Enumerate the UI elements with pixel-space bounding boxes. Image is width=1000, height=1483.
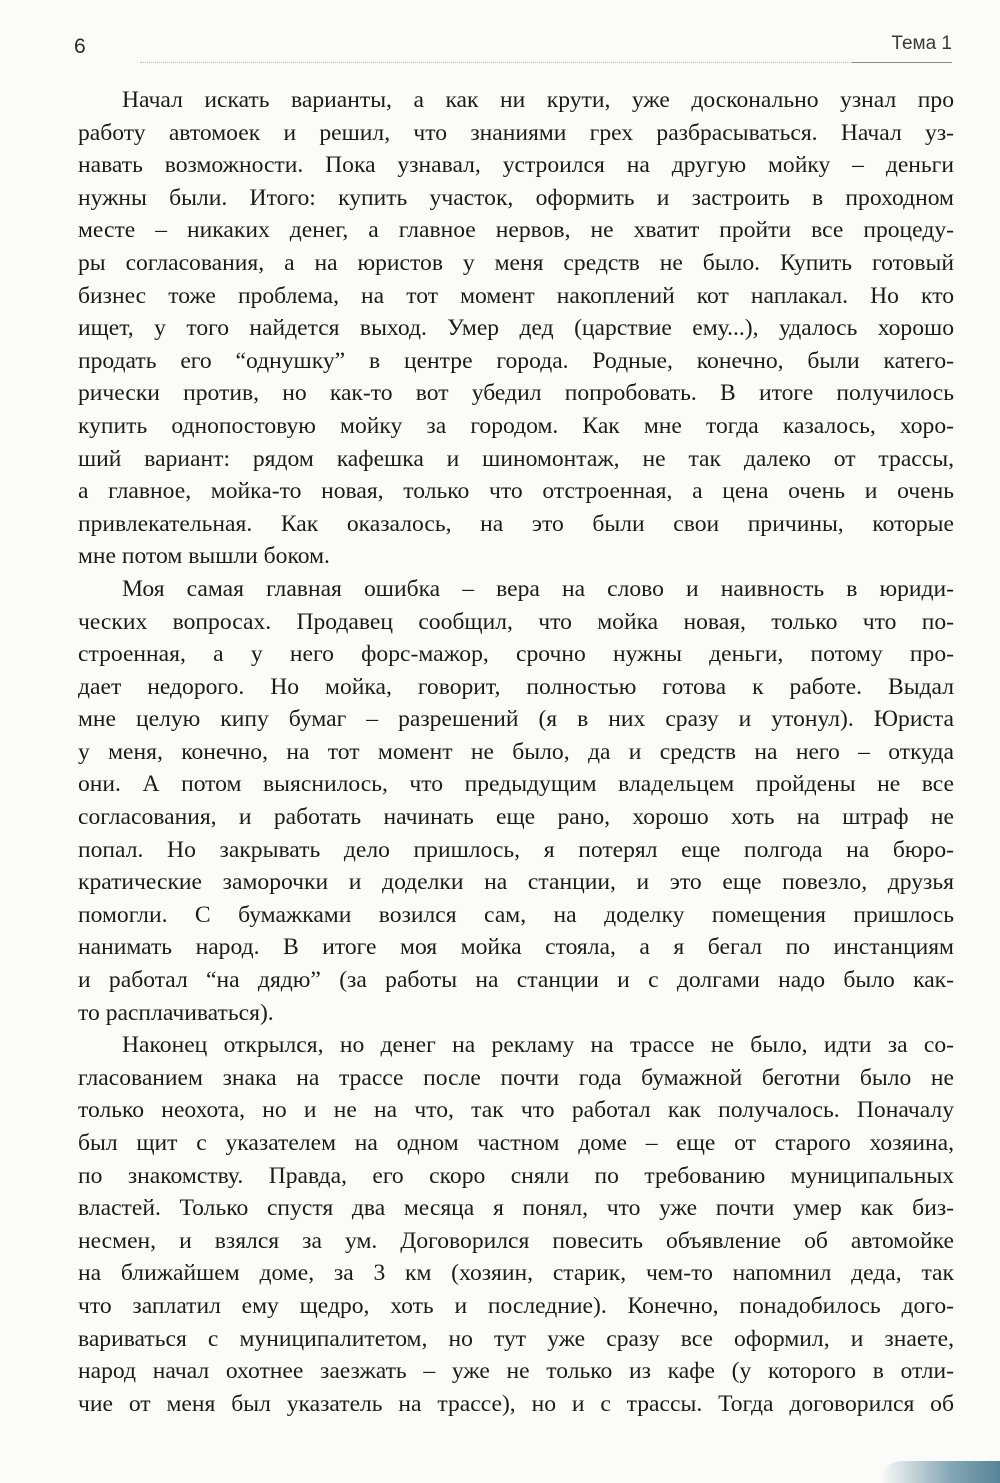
paragraph-3-line-12: чие от меня был указатель на трассе), но и с трассы. Тогда договорился об (78, 1390, 954, 1417)
paragraph-3-line-4: был щит с указателем на одном частном доме – еще от старого хозяина, (78, 1130, 954, 1156)
body-text (78, 84, 954, 1420)
page-corner-shadow (880, 1461, 1000, 1483)
paragraph-1-line-8: ищет, у того найдется выход. Умер дед (царствие ему...), удалось хорошо (78, 315, 954, 342)
paragraph-2-line-4: дает недорого. Но мойка, говорит, полностью готова к работе. Выдал (78, 673, 954, 700)
paragraph-3-line-3: только неохота, но и не на что, так что работал как получалось. Поначалу (78, 1097, 954, 1124)
paragraph-2-line-14: то расплачиваться). (78, 999, 274, 1026)
paragraph-1-line-13: а главное, мойка-то новая, только что отстроенная, а цена очень и очень (78, 478, 954, 505)
paragraph-3-line-9: что заплатил ему щедро, хоть и последние). Конечно, понадобилось дого- (78, 1292, 954, 1319)
paragraph-2-line-6: у меня, конечно, на тот момент не было, да и средств на него – откуда (78, 738, 954, 765)
paragraph-1-line-2: работу автомоек и решил, что знаниями грех разбрасываться. Начал уз- (78, 119, 954, 146)
paragraph-2-line-7: они. А потом выяснилось, что предыдущим владельцем пройдены не все (78, 771, 954, 798)
paragraph-1-line-6: ры согласования, а на юристов у меня средств не было. Купить готовый (78, 249, 954, 276)
paragraph-2-line-12: нанимать народ. В итоге моя мойка стояла, а я бегал по инстанциям (78, 934, 954, 961)
paragraph-2-line-3: строенная, а у него форс-мажор, срочно нужны деньги, потому про- (78, 641, 954, 668)
paragraph-3-line-10: вариваться с муниципалитетом, но тут уже сразу все оформил, и знаете, (78, 1325, 954, 1352)
paragraph-3-line-8: на ближайшем доме, за 3 км (хозяин, старик, чем-то напомнил деда, так (78, 1260, 954, 1287)
header-rule-accent (852, 62, 952, 63)
paragraph-2-line-8: согласования, и работать начинать еще рано, хорошо хоть на штраф не (78, 804, 954, 831)
page-number: 6 (74, 35, 86, 58)
paragraph-2-line-13: и работал “на дядю” (за работы на станции и с долгами надо было как- (78, 967, 954, 994)
paragraph-2-line-11: помогли. С бумажками возился сам, на доделку помещения пришлось (78, 901, 954, 928)
paragraph-3-line-5: по знакомству. Правда, его скоро сняли по требованию муниципальных (78, 1162, 954, 1189)
paragraph-3-line-6: властей. Только спустя два месяца я понял, что уже почти умер как биз- (78, 1195, 954, 1222)
paragraph-2-line-2: ческих вопросах. Продавец сообщил, что мойка новая, только что по- (78, 608, 954, 635)
paragraph-1-line-1: Начал искать варианты, а как ни крути, уже досконально узнал про (122, 87, 954, 113)
paragraph-1-line-14: привлекательная. Как оказалось, на это были свои причины, которые (78, 510, 954, 537)
paragraph-3-line-7: несмен, и взялся за ум. Договорился повесить объявление об автомойке (78, 1227, 954, 1254)
paragraph-2-line-5: мне целую кипу бумаг – разрешений (я в них сразу и утонул). Юриста (78, 706, 954, 733)
paragraph-1-line-4: нужны были. Итого: купить участок, оформить и застроить в проходном (78, 184, 954, 211)
paragraph-3-line-2: гласованием знака на трассе после почти года бумажной беготни было не (78, 1064, 954, 1091)
paragraph-3-line-11: народ начал охотнее заезжать – уже не только из кафе (у которого в отли- (78, 1358, 954, 1385)
paragraph-1-line-11: купить однопостовую мойку за городом. Как мне тогда казалось, хоро- (78, 412, 954, 439)
paragraph-1-line-9: продать его “однушку” в центре города. Родные, конечно, были катего- (78, 347, 954, 374)
paragraph-2-line-10: кратические заморочки и доделки на станции, и это еще повезло, друзья (78, 869, 954, 896)
paragraph-1-line-10: рически против, но как-то вот убедил попробовать. В итоге получилось (78, 380, 954, 407)
paragraph-1-line-3: навать возможности. Пока узнавал, устроился на другую мойку – деньги (78, 152, 954, 179)
header-rule (140, 62, 952, 63)
paragraph-1-line-15: мне потом вышли боком. (78, 543, 330, 570)
paragraph-2-line-9: попал. Но закрывать дело пришлось, я потерял еще полгода на бюро- (78, 836, 954, 863)
paragraph-1-line-7: бизнес тоже проблема, на тот момент накоплений кот наплакал. Но кто (78, 282, 954, 309)
paragraph-3-line-1: Наконец открылся, но денег на рекламу на трассе не было, идти за со- (122, 1032, 954, 1059)
running-head: Тема 1 (891, 33, 952, 54)
paragraph-1-line-12: ший вариант: рядом кафешка и шиномонтаж, не так далеко от трассы, (78, 445, 954, 472)
page-header (0, 0, 1000, 80)
paragraph-1-line-5: месте – никаких денег, а главное нервов, не хватит пройти все процеду- (78, 217, 954, 244)
paragraph-2-line-1: Моя самая главная ошибка – вера на слово и наивность в юриди- (122, 575, 954, 602)
